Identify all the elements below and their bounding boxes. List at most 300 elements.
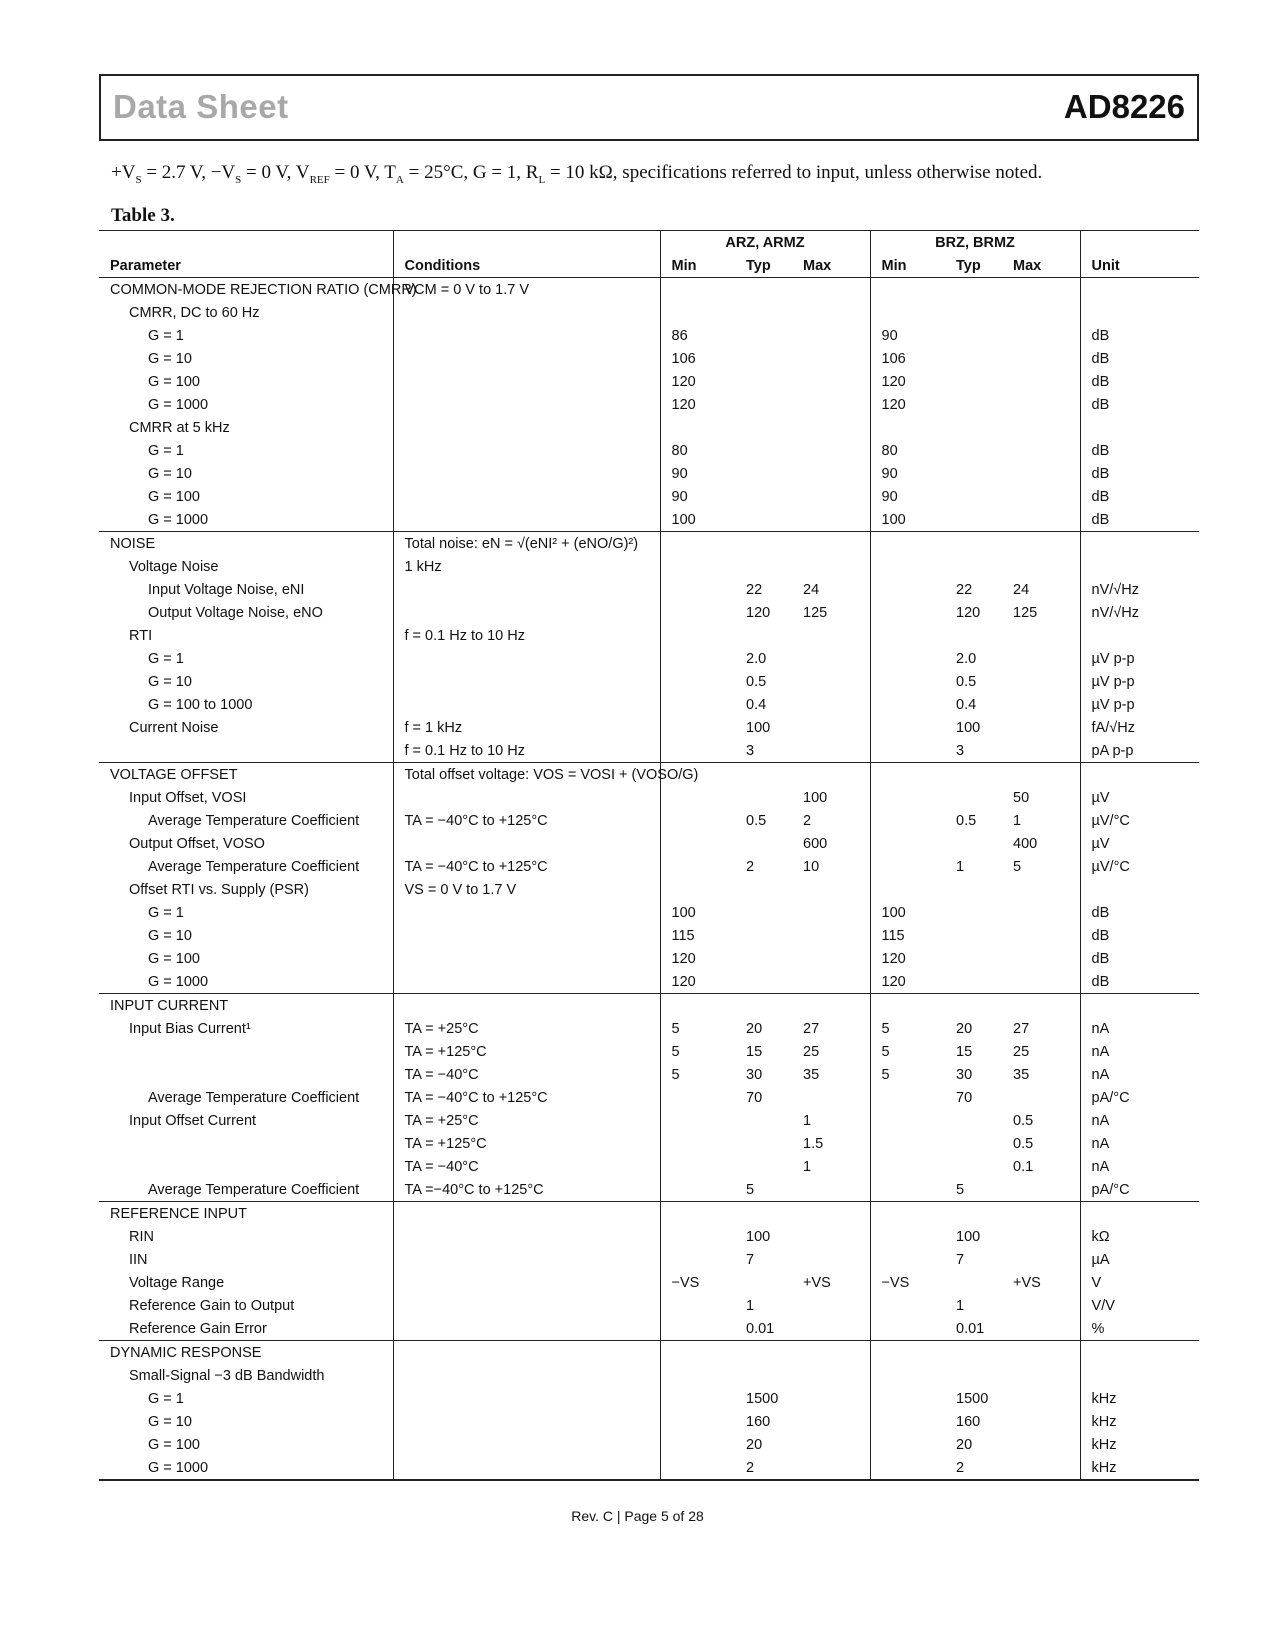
typ-value-cell [945, 994, 1002, 1018]
max-value-cell: 0.1 [1013, 1158, 1034, 1175]
conditions-cell [393, 994, 660, 1018]
max-value-cell [792, 924, 870, 947]
max-value-cell [792, 1433, 870, 1456]
table-caption: Table 3. [111, 205, 175, 226]
typ-value-cell [945, 370, 1002, 393]
table-row [99, 301, 1199, 324]
typ-value-cell [735, 1132, 792, 1155]
unit-cell: dB [1080, 462, 1199, 485]
max-value-cell [792, 901, 870, 924]
typ-value-cell [945, 1341, 1002, 1365]
conditions-cell [393, 786, 660, 809]
table-row [99, 624, 1199, 647]
typ-value-cell [945, 1132, 1002, 1155]
unit-cell: dB [1080, 901, 1199, 924]
max-value-cell [792, 485, 870, 508]
parameter-cell: NOISE [99, 532, 393, 556]
max-value-cell: +VS [1013, 1274, 1041, 1291]
typ-value-cell: 1 [956, 858, 965, 875]
min-value-cell: 115 [660, 924, 735, 947]
typ-value-cell [735, 947, 792, 970]
unit-cell: dB [1080, 970, 1199, 994]
min-value-cell [660, 1248, 735, 1271]
parameter-cell: IIN [129, 1251, 148, 1268]
max-value-cell: 25 [803, 1043, 820, 1060]
typ-value-cell: 22 [956, 581, 973, 598]
max-value-cell [792, 278, 870, 302]
parameter-cell: Input Offset Current [129, 1112, 257, 1129]
max-value-cell: 5 [1013, 858, 1022, 875]
conditions-cell: TA = −40°C to +125°C [393, 809, 660, 832]
parameter-cell: G = 10 [148, 1413, 192, 1430]
min-value-cell: 120 [870, 370, 945, 393]
unit-cell: dB [1080, 924, 1199, 947]
min-value-cell: 106 [660, 347, 735, 370]
max-value-cell: 35 [1013, 1066, 1030, 1083]
typ-value-cell: 20 [746, 1436, 763, 1453]
conditions-cell: TA = −40°C to +125°C [393, 1086, 660, 1109]
max-value-cell: 35 [803, 1066, 820, 1083]
max-value-cell [1002, 508, 1080, 532]
typ-value-cell: 2 [735, 1456, 792, 1480]
min-value-cell: 120 [660, 370, 735, 393]
unit-cell [1080, 555, 1199, 578]
typ-value-cell [735, 763, 792, 787]
min-value-cell [870, 301, 945, 324]
typ-value-cell: 15 [956, 1043, 973, 1060]
parameter-cell: Output Offset, VOSO [129, 835, 265, 852]
max-value-cell [1002, 324, 1080, 347]
min-value-cell [660, 693, 735, 716]
parameter-cell: RIN [129, 1228, 154, 1245]
col-header-max: Max [1013, 257, 1042, 274]
max-value-cell: 1 [803, 1158, 812, 1175]
typ-value-cell: 30 [746, 1066, 763, 1083]
conditions-cell [393, 1271, 660, 1294]
conditions-cell: TA = +25°C [393, 1109, 660, 1132]
max-value-cell [792, 1387, 870, 1410]
typ-value-cell [945, 324, 1002, 347]
parameter-cell: Average Temperature Coefficient [148, 858, 360, 875]
page-footer: Rev. C | Page 5 of 28 [571, 1508, 704, 1524]
min-value-cell: 5 [660, 1063, 735, 1086]
min-value-cell [870, 1086, 945, 1109]
min-value-cell [660, 601, 735, 624]
parameter-cell: Output Voltage Noise, eNO [148, 604, 323, 621]
typ-value-cell: 160 [956, 1413, 981, 1430]
max-value-cell [792, 624, 870, 647]
col-header-min: Min [870, 254, 945, 278]
unit-cell [1080, 1202, 1199, 1226]
max-value-cell [1002, 878, 1080, 901]
parameter-cell [99, 1063, 393, 1086]
table-row [99, 462, 1199, 485]
max-value-cell [792, 370, 870, 393]
unit-cell [1080, 416, 1199, 439]
table-row [99, 416, 1199, 439]
typ-value-cell: 0.5 [746, 673, 767, 690]
typ-value-cell [735, 347, 792, 370]
table-row [99, 1202, 1199, 1226]
min-value-cell [870, 624, 945, 647]
typ-value-cell: 0.01 [956, 1320, 985, 1337]
max-value-cell [792, 324, 870, 347]
min-value-cell [660, 301, 735, 324]
min-value-cell [870, 1387, 945, 1410]
max-value-cell [792, 439, 870, 462]
conditions-cell [393, 901, 660, 924]
typ-value-cell [735, 301, 792, 324]
parameter-cell: G = 100 [148, 950, 200, 967]
min-value-cell: 120 [660, 947, 735, 970]
min-value-cell [660, 670, 735, 693]
max-value-cell [1002, 393, 1080, 416]
parameter-cell: G = 1000 [148, 973, 209, 990]
min-value-cell [870, 1410, 945, 1433]
max-value-cell: 27 [803, 1020, 820, 1037]
max-value-cell [1002, 901, 1080, 924]
max-value-cell [1002, 693, 1080, 716]
conditions-cell [393, 1364, 660, 1387]
max-value-cell: 25 [1013, 1043, 1030, 1060]
typ-value-cell: 2.0 [746, 650, 767, 667]
min-value-cell: 106 [870, 347, 945, 370]
min-value-cell: 5 [870, 1040, 945, 1063]
max-value-cell: 27 [1013, 1020, 1030, 1037]
unit-cell: µV [1080, 832, 1199, 855]
typ-value-cell: 70 [746, 1089, 763, 1106]
table-row [99, 901, 1199, 924]
col-header-unit: Unit [1080, 254, 1199, 278]
min-value-cell [660, 1225, 735, 1248]
typ-value-cell: 100 [956, 1228, 981, 1245]
conditions-cell [393, 1202, 660, 1226]
parameter-cell: Reference Gain to Output [129, 1297, 295, 1314]
unit-cell: µV p-p [1080, 647, 1199, 670]
unit-cell: % [1080, 1317, 1199, 1341]
table-row [99, 370, 1199, 393]
typ-value-cell: 0.01 [746, 1320, 775, 1337]
parameter-cell [99, 739, 393, 763]
conditions-cell [393, 324, 660, 347]
min-value-cell: 120 [660, 970, 735, 994]
min-value-cell [870, 532, 945, 556]
min-value-cell: 80 [660, 439, 735, 462]
table-row [99, 1109, 1199, 1132]
table-row [99, 1086, 1199, 1109]
min-value-cell [660, 532, 735, 556]
min-value-cell [870, 1155, 945, 1178]
min-value-cell [660, 1132, 735, 1155]
col-header-typ: Typ [956, 257, 981, 274]
typ-value-cell [735, 1271, 792, 1294]
min-value-cell [870, 1364, 945, 1387]
table-body [99, 278, 1199, 1481]
parameter-cell: G = 10 [148, 927, 192, 944]
table-row [99, 809, 1199, 832]
min-value-cell [660, 809, 735, 832]
max-value-cell [1002, 370, 1080, 393]
min-value-cell: 80 [870, 439, 945, 462]
max-value-cell [792, 462, 870, 485]
conditions-cell: VCM = 0 V to 1.7 V [393, 278, 660, 302]
max-value-cell: 0.5 [1013, 1112, 1034, 1129]
max-value-cell [792, 1317, 870, 1341]
conditions-cell [393, 1317, 660, 1341]
typ-value-cell: 20 [956, 1436, 973, 1453]
min-value-cell [870, 670, 945, 693]
min-value-cell: 90 [870, 462, 945, 485]
parameter-cell: Input Voltage Noise, eNI [148, 581, 305, 598]
min-value-cell [870, 1109, 945, 1132]
conditions-cell [393, 347, 660, 370]
parameter-cell: Input Offset, VOSI [129, 789, 247, 806]
typ-value-cell: 2.0 [956, 650, 977, 667]
typ-value-cell: 120 [746, 604, 771, 621]
typ-value-cell [945, 1155, 1002, 1178]
table-row [99, 1410, 1199, 1433]
unit-cell: fA/√Hz [1080, 716, 1199, 739]
typ-value-cell [945, 763, 1002, 787]
table-row [99, 1387, 1199, 1410]
min-value-cell [660, 1364, 735, 1387]
min-value-cell [870, 1225, 945, 1248]
test-conditions: $+V_S = 2.7$ V, $-V_S = 0$ V, $V_{REF} = 0$ V, $T_A = 25^\circ C$, G = 1, $R_L = 10$ kΩ, specifications referred to input, unless otherwise noted. [111, 162, 1043, 186]
min-value-cell: 120 [660, 393, 735, 416]
min-value-cell [870, 1433, 945, 1456]
min-value-cell: 100 [660, 901, 735, 924]
group-header-b: BRZ, BRMZ [870, 231, 1080, 255]
unit-cell: µV p-p [1080, 693, 1199, 716]
min-value-cell [660, 786, 735, 809]
max-value-cell [1002, 439, 1080, 462]
max-value-cell: 125 [1013, 604, 1038, 621]
unit-cell: kHz [1080, 1433, 1199, 1456]
typ-value-cell [735, 508, 792, 532]
max-value-cell: 50 [1013, 789, 1030, 806]
min-value-cell: 100 [870, 901, 945, 924]
conditions-cell [393, 1225, 660, 1248]
max-value-cell [1002, 1410, 1080, 1433]
typ-value-cell [735, 532, 792, 556]
min-value-cell [660, 1317, 735, 1341]
table-row [99, 716, 1199, 739]
max-value-cell [792, 947, 870, 970]
min-value-cell: 5 [870, 1063, 945, 1086]
typ-value-cell [735, 878, 792, 901]
min-value-cell [870, 416, 945, 439]
max-value-cell [792, 416, 870, 439]
table-row [99, 1132, 1199, 1155]
min-value-cell [660, 1155, 735, 1178]
unit-cell: nA [1080, 1155, 1199, 1178]
max-value-cell [792, 1248, 870, 1271]
typ-value-cell [945, 970, 1002, 994]
typ-value-cell: 0.4 [956, 696, 977, 713]
table-row [99, 278, 1199, 302]
table-row [99, 1040, 1199, 1063]
typ-value-cell: 100 [746, 1228, 771, 1245]
min-value-cell [870, 555, 945, 578]
typ-value-cell [735, 832, 792, 855]
table-row [99, 1248, 1199, 1271]
max-value-cell [1002, 1317, 1080, 1341]
min-value-cell [870, 716, 945, 739]
typ-value-cell: 0.4 [746, 696, 767, 713]
table-row [99, 1341, 1199, 1365]
min-value-cell [660, 878, 735, 901]
max-value-cell [1002, 1086, 1080, 1109]
typ-value-cell [735, 370, 792, 393]
max-value-cell [1002, 716, 1080, 739]
max-value-cell [792, 1086, 870, 1109]
max-value-cell: 125 [803, 604, 828, 621]
max-value-cell [1002, 1364, 1080, 1387]
typ-value-cell: 100 [956, 719, 981, 736]
conditions-cell [393, 1387, 660, 1410]
min-value-cell [870, 1132, 945, 1155]
conditions-cell: Total offset voltage: VOS = VOSI + (VOSO/G) [393, 763, 660, 787]
typ-value-cell [735, 1109, 792, 1132]
typ-value-cell [945, 878, 1002, 901]
max-value-cell [792, 1294, 870, 1317]
max-value-cell [1002, 347, 1080, 370]
table-row [99, 508, 1199, 532]
unit-cell [1080, 532, 1199, 556]
min-value-cell: 120 [870, 947, 945, 970]
conditions-cell: TA = −40°C to +125°C [393, 855, 660, 878]
table-row [99, 1178, 1199, 1202]
max-value-cell [792, 1410, 870, 1433]
parameter-cell: G = 10 [148, 465, 192, 482]
max-value-cell [1002, 763, 1080, 787]
parameter-cell: Reference Gain Error [129, 1320, 267, 1337]
min-value-cell [660, 1178, 735, 1202]
conditions-cell [393, 1433, 660, 1456]
table-row [99, 855, 1199, 878]
min-value-cell [660, 624, 735, 647]
typ-value-cell [735, 439, 792, 462]
max-value-cell: 24 [803, 581, 820, 598]
min-value-cell [870, 878, 945, 901]
typ-value-cell: 2 [746, 858, 755, 875]
typ-value-cell: 120 [956, 604, 981, 621]
min-value-cell [660, 1086, 735, 1109]
typ-value-cell [945, 393, 1002, 416]
conditions-cell [393, 485, 660, 508]
min-value-cell: 100 [660, 508, 735, 532]
max-value-cell [792, 994, 870, 1018]
min-value-cell [660, 1202, 735, 1226]
min-value-cell [660, 739, 735, 763]
max-value-cell [1002, 1387, 1080, 1410]
max-value-cell [792, 1202, 870, 1226]
unit-cell: pA/°C [1080, 1178, 1199, 1202]
conditions-cell [393, 1410, 660, 1433]
min-value-cell: 100 [870, 508, 945, 532]
table-row [99, 532, 1199, 556]
typ-value-cell: 7 [956, 1251, 965, 1268]
typ-value-cell: 15 [746, 1043, 763, 1060]
parameter-cell: G = 10 [148, 673, 192, 690]
max-value-cell [792, 508, 870, 532]
col-header-parameter: Parameter [110, 257, 181, 274]
max-value-cell [1002, 1178, 1080, 1202]
unit-cell: dB [1080, 347, 1199, 370]
typ-value-cell: 70 [956, 1089, 973, 1106]
typ-value-cell: 1500 [956, 1390, 989, 1407]
parameter-cell: G = 100 [148, 373, 200, 390]
parameter-cell: Average Temperature Coefficient [148, 1089, 360, 1106]
conditions-cell [393, 832, 660, 855]
unit-cell: nA [1080, 1063, 1199, 1086]
typ-value-cell [945, 485, 1002, 508]
max-value-cell: +VS [803, 1274, 831, 1291]
parameter-cell: RTI [129, 627, 153, 644]
typ-value-cell: 22 [746, 581, 763, 598]
max-value-cell [1002, 301, 1080, 324]
typ-value-cell [945, 832, 1002, 855]
table-row [99, 1271, 1199, 1294]
unit-cell: dB [1080, 439, 1199, 462]
typ-value-cell: 7 [746, 1251, 755, 1268]
min-value-cell: 5 [660, 1040, 735, 1063]
typ-value-cell: 30 [956, 1066, 973, 1083]
min-value-cell [870, 809, 945, 832]
typ-value-cell: 1 [956, 1297, 965, 1314]
min-value-cell [870, 578, 945, 601]
typ-value-cell [735, 462, 792, 485]
unit-cell [1080, 994, 1199, 1018]
max-value-cell: 100 [803, 789, 828, 806]
table-row [99, 947, 1199, 970]
typ-value-cell [945, 947, 1002, 970]
table-row [99, 1364, 1199, 1387]
table-row [99, 1456, 1199, 1480]
max-value-cell [792, 970, 870, 994]
typ-value-cell: 100 [746, 719, 771, 736]
typ-value-cell [735, 555, 792, 578]
conditions-cell [393, 508, 660, 532]
conditions-cell [393, 1294, 660, 1317]
max-value-cell [792, 1456, 870, 1480]
min-value-cell [660, 1294, 735, 1317]
typ-value-cell [945, 555, 1002, 578]
parameter-cell: G = 1 [148, 650, 184, 667]
table-row [99, 970, 1199, 994]
conditions-cell [393, 370, 660, 393]
conditions-cell: 1 kHz [393, 555, 660, 578]
unit-cell: dB [1080, 324, 1199, 347]
conditions-cell [393, 1248, 660, 1271]
parameter-cell: Current Noise [129, 719, 219, 736]
min-value-cell [660, 647, 735, 670]
conditions-cell: TA = −40°C [393, 1063, 660, 1086]
unit-cell: V [1080, 1271, 1199, 1294]
table-row [99, 924, 1199, 947]
max-value-cell: 0.5 [1013, 1135, 1034, 1152]
max-value-cell [1002, 647, 1080, 670]
min-value-cell [660, 832, 735, 855]
part-number: AD8226 [1063, 88, 1185, 125]
table-row [99, 832, 1199, 855]
table-row [99, 1017, 1199, 1040]
typ-value-cell [735, 1202, 792, 1226]
max-value-cell [1002, 947, 1080, 970]
conditions-cell [393, 970, 660, 994]
table-row [99, 1063, 1199, 1086]
conditions-cell [393, 693, 660, 716]
